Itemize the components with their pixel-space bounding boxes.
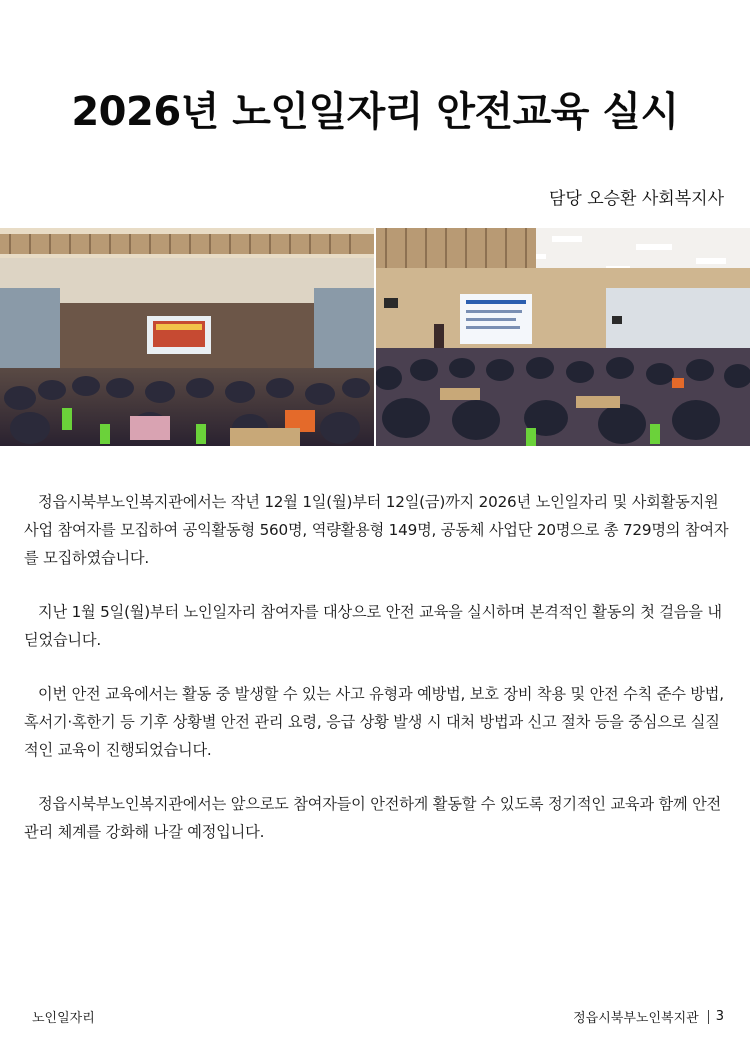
footer-info: [573, 1007, 724, 1026]
paragraph-4: 정읍시북부노인복지관에서는 앞으로도 참여자들이 안전하게 활동할 수 있도록 정기적인 교육과 함께 안전 관리 체계를 강화해 나갈 예정입니다.: [24, 795, 722, 841]
left-photo: [0, 228, 374, 446]
footer-section: 노인일자리: [32, 1011, 95, 1026]
paragraph-2: 지난 1월 5일(월)부터 노인일자리 참여자를 대상으로 안전 교육을 실시하며 본격적인 활동의 첫 걸음을 내딛었습니다.: [24, 603, 722, 649]
photo-row: [0, 228, 750, 446]
article-body: [24, 488, 730, 872]
paragraph-1: 정읍시북부노인복지관에서는 작년 12월 1일(월)부터 12일(금)까지 2026년 노인일자리 및 사회활동지원사업 참여자를 모집하여 공익활동형 560명, 역량활용형 149명, 공동체 사업단 20명으로 총 729명의 참여자를 모집하였습니다.: [24, 493, 729, 567]
paragraph-3: 이번 안전 교육에서는 활동 중 발생할 수 있는 사고 유형과 예방법, 보호 장비 착용 및 안전 수칙 준수 방법, 혹서기·혹한기 등 기후 상황별 안전 관리 요령, 응급 상황 발생 시 대처 방법과 신고 절차 등을 중심으로 실질적인 교육이 진행되었습니다.: [24, 685, 724, 759]
right-photo: [376, 228, 750, 446]
page-number: 3: [715, 1009, 724, 1024]
document-title: 2026년 노인일자리 안전교육 실시: [71, 89, 679, 135]
footer-divider: [708, 1010, 709, 1024]
footer-organization: 정읍시북부노인복지관: [573, 1011, 699, 1026]
author-line: 담당 오승환 사회복지사: [548, 189, 724, 209]
